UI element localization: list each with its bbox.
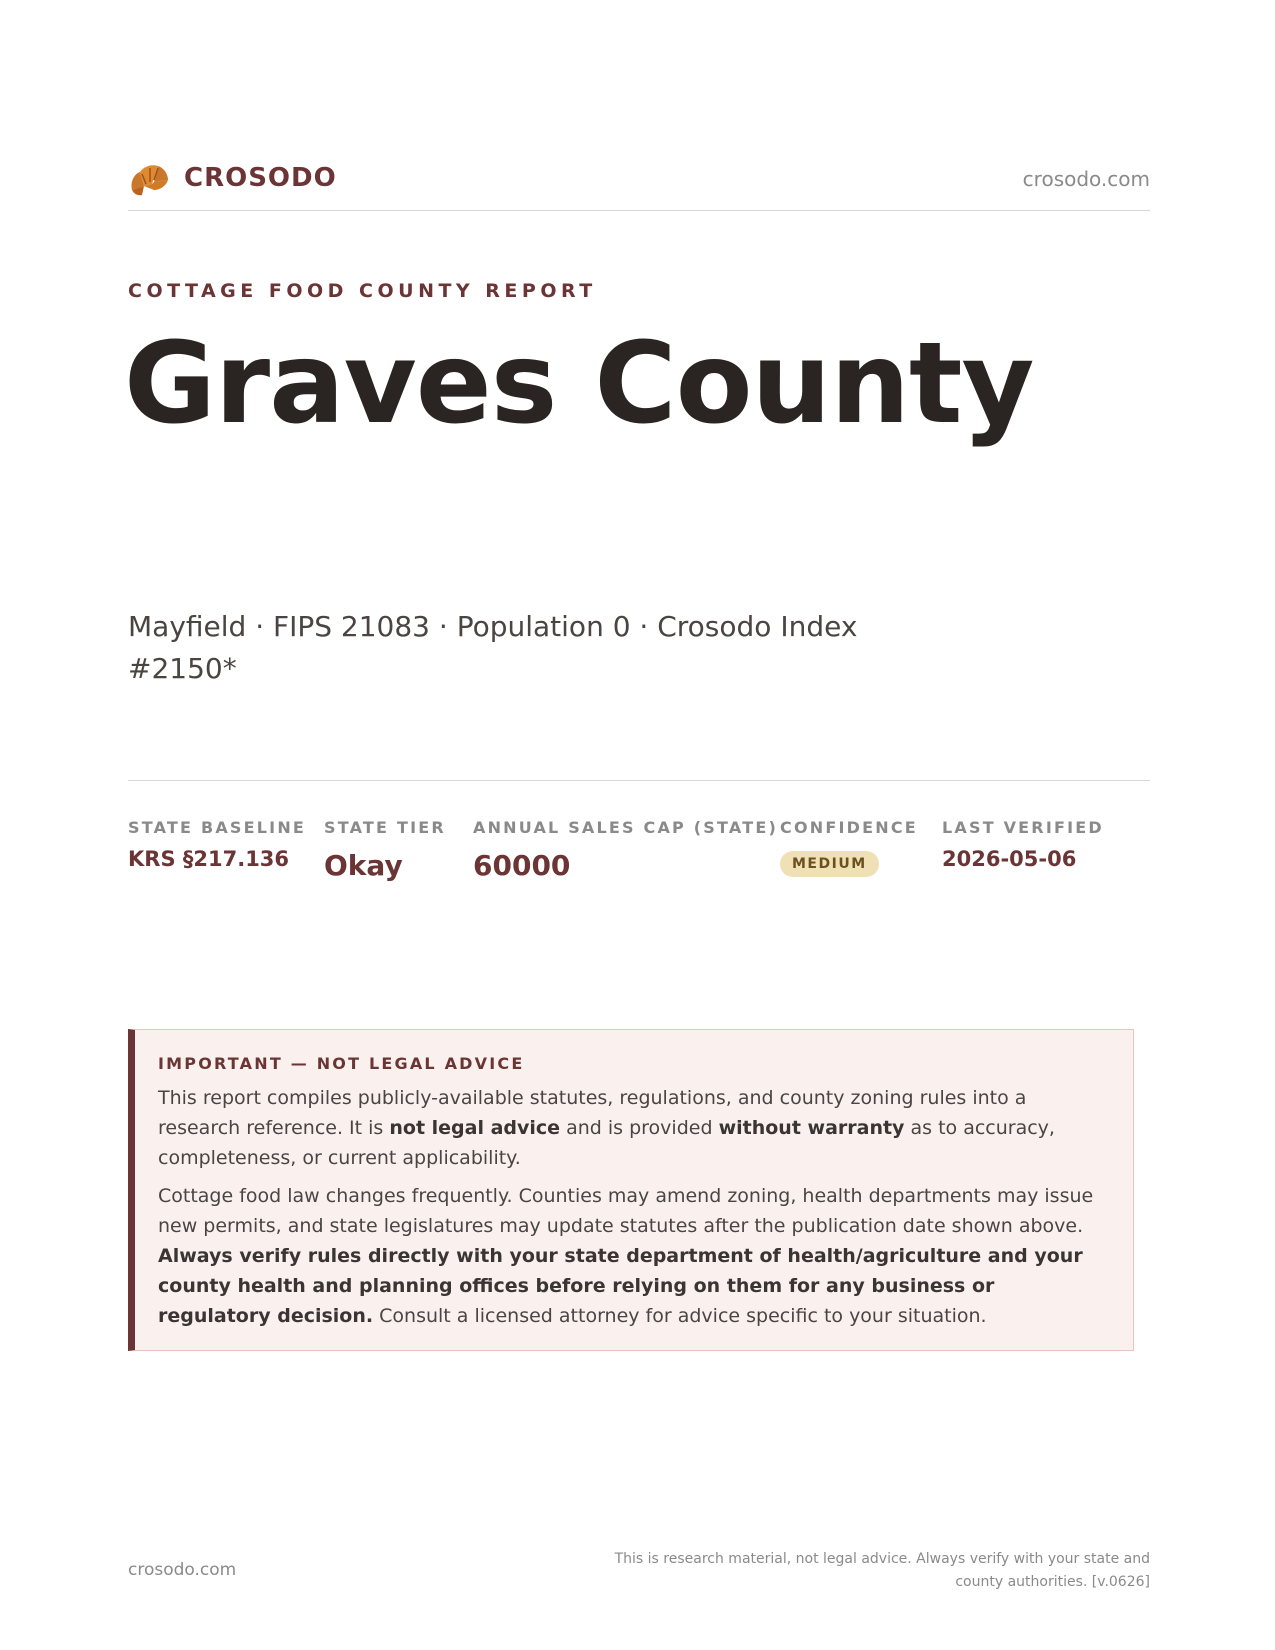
site-url[interactable]: crosodo.com [1022, 167, 1150, 191]
notice-text: This report compiles publicly-available statutes, regulations, and county zoning rules into a research reference. It is [158, 1087, 1027, 1139]
stat-value: 60000 [473, 849, 571, 882]
stat-label: ANNUAL SALES CAP (STATE) [473, 818, 778, 837]
stat-label: CONFIDENCE [780, 818, 918, 837]
notice-text: as to accuracy, completeness, or current applicability. [158, 1117, 1055, 1169]
stat-label: STATE BASELINE [128, 818, 307, 837]
stat-value: Okay [324, 849, 403, 882]
brand-name: CROSODO [184, 163, 337, 193]
report-eyebrow: COTTAGE FOOD COUNTY REPORT [128, 280, 597, 302]
footer-site[interactable]: crosodo.com [128, 1560, 237, 1580]
notice-emphasis: not legal advice [389, 1117, 561, 1139]
stat-last-verified [942, 818, 1104, 871]
county-subtitle: Mayfield · FIPS 21083 · Population 0 · Crosodo Index #2150* [128, 610, 858, 685]
notice-paragraph-1 [158, 1083, 1111, 1173]
stat-label: STATE TIER [324, 818, 446, 837]
legal-notice [128, 1029, 1134, 1351]
header-divider [128, 210, 1150, 211]
stats-divider [128, 780, 1150, 781]
stat-state-baseline [128, 818, 306, 871]
notice-emphasis: without warranty [718, 1117, 905, 1139]
stat-sales-cap [473, 818, 778, 882]
notice-text: Consult a licensed attorney for advice specific to your situation. [373, 1305, 987, 1327]
stat-state-tier [324, 818, 446, 882]
report-page [124, 0, 1150, 1650]
notice-text: and is provided [560, 1117, 719, 1139]
brand-header [128, 160, 1150, 200]
page-title: Graves County [124, 319, 1034, 449]
stat-value: 2026-05-06 [942, 847, 1077, 871]
confidence-badge: MEDIUM [780, 851, 879, 877]
notice-text: Cottage food law changes frequently. Counties may amend zoning, health departments may issue new permits, and state legislatures may update statutes after the publication date shown above. [158, 1185, 1094, 1237]
stat-confidence [780, 818, 918, 877]
stat-value: KRS §217.136 [128, 847, 290, 871]
stat-label: LAST VERIFIED [942, 818, 1104, 837]
notice-title: IMPORTANT — NOT LEGAL ADVICE [158, 1054, 525, 1073]
notice-paragraph-2 [158, 1181, 1111, 1331]
notice-emphasis: Always verify rules directly with your state department of health/agriculture and your county health and planning offices before relying on them for any business or regulatory decision. [158, 1245, 1083, 1327]
croissant-icon [128, 160, 170, 200]
footer-disclaimer: This is research material, not legal advice. Always verify with your state and county authorities. [v.0626] [614, 1551, 1150, 1590]
